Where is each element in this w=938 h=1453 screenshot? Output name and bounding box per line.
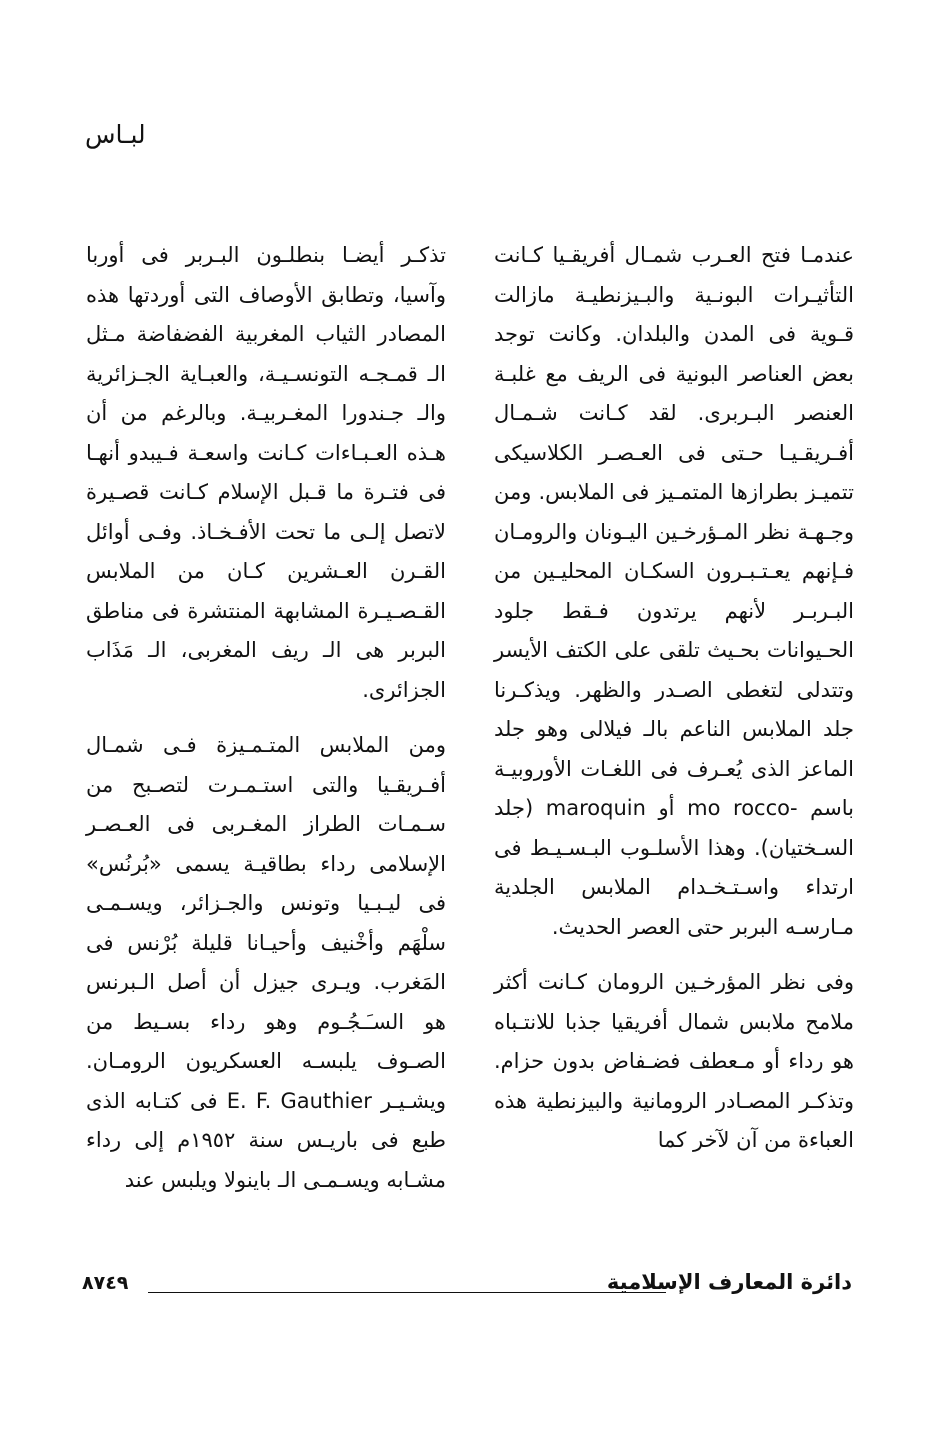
paragraph: وفى نظر المؤرخـين الرومان كـانت أكثر ملامح ملابس شمال أفريقيا جذبا للانتـباه هو رداء أو مـعطف فضـفاض بدون حزام. وتذكـر المصـادر الرومانية والبيزنطية هذه العباءة من آن لآخر كما	[494, 970, 854, 1152]
paragraph: تذكـر أيضـا بنطلـون البـربر فى أوربا وآسيا، وتطابق الأوصاف التى أوردتها هذه المصادر الثياب المغربية الفضفاضة مـثل الـ قمـجـه التونسـيـة، والعبـاية الجـزائرية والـ جـندورا المغـربيـة. وبالرغم من أن هـذه العـبـاءات كـانت واسعـة فـيبدو أنهـا فى فتـرة ما قـبل الإسلام كـانت قصـيرة لاتصل إلـى ما تحت الأفـخـاذ. وفـى أوائل القـرن العـشرين كـان من الملابس القـصـيـرة المشابهة المنتشرة فى مناطق البربر هى الـ ريف المغربى، الـ مَذَاب الجزائرى.	[86, 243, 446, 702]
page-header-title: لبـاس	[85, 120, 146, 149]
right-text-column	[494, 236, 854, 1161]
left-text-column	[86, 236, 446, 1200]
page-number: ٨٧٤٩	[82, 1272, 129, 1294]
encyclopedia-title: دائرة المعارف الإسلامية	[606, 1270, 852, 1294]
footer-divider	[148, 1292, 666, 1293]
page-footer	[82, 1270, 852, 1310]
paragraph: عندمـا فتح العـرب شمـال أفريقـيا كـانت التأثيـرات البونـية والبـيزنطيـة مازالت قـوية فى المدن والبلدان. وكانت توجد بعض العناصر البونية فى الريف مع غلبـة العنصر البـربرى. لقد كـانت شـمـال أفـريقـيـا حـتى فى العـصـر الكلاسيكى تتميـز بطرازها المتمـيز فى الملابس. ومن وجـهـة نظر المـؤرخـين اليـونان والرومـان فـإنهم يعـتـبـرون السكـان المحليـين من البـربـر لأنهم يرتدون فـقط جلود الحـيوانات بحـيث تلقى على الكتف الأيسر وتتدلى لتغطى الصـدر والظهر. ويذكـرنا جلد الملابس الناعم بالـ فيلالى وهو جلد الماعز الذى يُعـرف فى اللغـات الأوروبيـة باسم -mo rocco أو maroquin (جلد السـختيان). وهذا الأسلـوب البـسـيـط فى ارتداء واسـتـخـدام الملابس الجلدية مـارسـه البربر حتى العصر الحديث.	[494, 243, 854, 939]
paragraph: ومن الملابس المتـمـيزة فـى شمـال أفـريقـيا والتى استـمـرت لتصـبح من سـمـات الطراز المغـربى فى العـصـر الإسلامى رداء بطاقيـة يسمى «بُرنُس» فى ليـبـيا وتونس والجـزائر، ويسـمـى سلْهَم وأخْنيف وأحيـانا قليلة بُرْنس فى المَغرب. ويـرى جيزل أن أصل الـبرنس هو السـَـجُـوم وهو رداء بسـيط من الصـوف يلبسـه العسكريون الرومـان. ويشـيـر E. F. Gauthier فى كتـابه الذى طبع فى باريـس سنة ١٩٥٢م إلى رداء مشـابه ويسـمـى الـ باينولا ويلبس عند	[86, 733, 447, 1192]
